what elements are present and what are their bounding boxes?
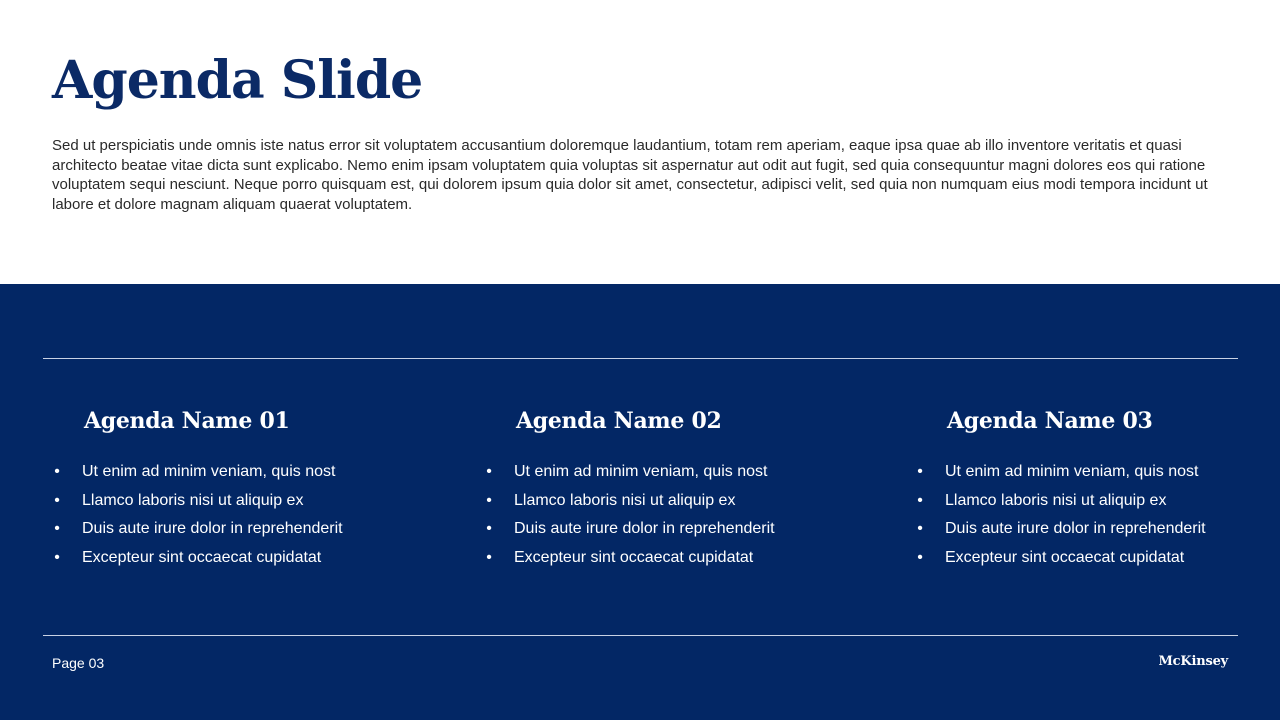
list-item-text: Excepteur sint occaecat cupidatat (82, 549, 322, 567)
agenda-column-02 (484, 406, 864, 573)
list-item (484, 487, 864, 516)
agenda-column-03 (915, 406, 1280, 573)
list-item-text: Excepteur sint occaecat cupidatat (945, 549, 1185, 567)
bullet-icon: • (54, 520, 60, 538)
list-item-text: Llamco laboris nisi ut aliquip ex (945, 491, 1167, 509)
list-item-text: Llamco laboris nisi ut aliquip ex (82, 491, 304, 509)
bullet-icon: • (486, 520, 492, 538)
bullet-icon: • (917, 463, 923, 480)
agenda-panel (0, 284, 1280, 720)
list-item-text: Ut enim ad minim veniam, quis nost (82, 463, 336, 480)
list-item (52, 487, 432, 516)
bullet-icon: • (54, 491, 60, 509)
agenda-heading: Agenda Name 03 (947, 408, 1153, 434)
bullet-icon: • (917, 549, 923, 567)
list-item (915, 515, 1280, 544)
bullet-icon: • (486, 491, 492, 509)
page-title: Agenda Slide (52, 50, 423, 111)
bullet-icon: • (486, 549, 492, 567)
list-item (484, 515, 864, 544)
agenda-column-01 (52, 406, 432, 573)
brand-logo-text: McKinsey (1158, 654, 1228, 669)
bullet-icon: • (917, 491, 923, 509)
intro-paragraph: Sed ut perspiciatis unde omnis iste natus error sit voluptatem accusantium doloremque laudantium, totam rem aperiam, eaque ipsa quae ab illo inventore veritatis et quasi architecto beatae vitae dicta sunt explicabo. Nemo enim ipsam voluptatem quia voluptas sit aspernatur aut odit aut fugit, sed quia consequuntur magni dolores eos qui ratione voluptatem sequi nesciunt. Neque porro quisquam est, qui dolorem ipsum quia dolor sit amet, consectetur, adipisci velit, sed quia non numquam eius modi tempora incidunt ut labore et dolore magnam aliquam quaerat voluptatem. (52, 137, 1208, 213)
header-section (0, 0, 1280, 284)
list-item (52, 544, 432, 573)
list-item-text: Ut enim ad minim veniam, quis nost (945, 463, 1199, 480)
bullet-icon: • (54, 549, 60, 567)
bullet-icon: • (486, 463, 492, 480)
list-item-text: Duis aute irure dolor in reprehenderit (82, 520, 343, 538)
agenda-heading: Agenda Name 01 (84, 408, 290, 434)
list-item-text: Duis aute irure dolor in reprehenderit (514, 520, 775, 538)
page-number: Page 03 (52, 655, 105, 671)
list-item (484, 458, 864, 487)
list-item (52, 458, 432, 487)
list-item-text: Excepteur sint occaecat cupidatat (514, 549, 754, 567)
agenda-list (915, 458, 1280, 573)
top-divider (43, 358, 1238, 359)
bullet-icon: • (917, 520, 923, 538)
agenda-heading: Agenda Name 02 (516, 408, 722, 434)
list-item-text: Duis aute irure dolor in reprehenderit (945, 520, 1206, 538)
list-item (52, 515, 432, 544)
list-item-text: Ut enim ad minim veniam, quis nost (514, 463, 768, 480)
list-item (484, 544, 864, 573)
list-item (915, 544, 1280, 573)
bullet-icon: • (54, 463, 60, 480)
list-item (915, 487, 1280, 516)
agenda-list (484, 458, 864, 573)
agenda-list (52, 458, 432, 573)
list-item-text: Llamco laboris nisi ut aliquip ex (514, 491, 736, 509)
list-item (915, 458, 1280, 487)
bottom-divider (43, 635, 1238, 636)
